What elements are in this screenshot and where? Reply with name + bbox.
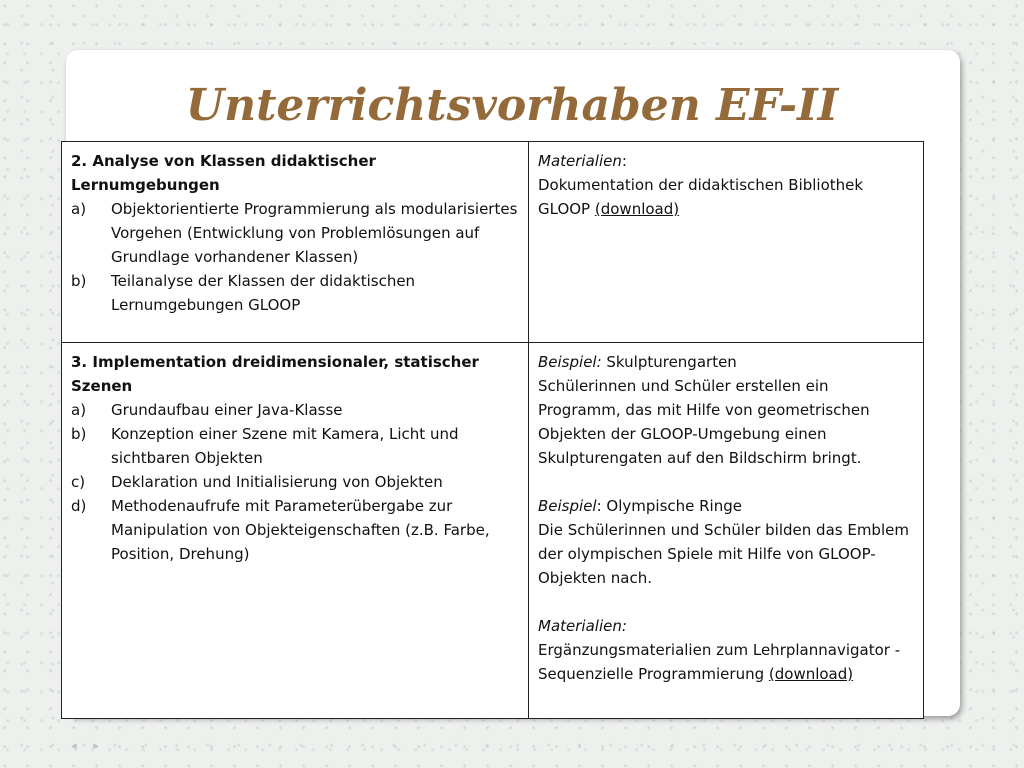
list-item [71,422,520,470]
example-title: Skulpturengarten [601,353,737,371]
spacer [538,590,915,614]
slide-navigation [66,740,104,752]
materials-description [538,173,915,221]
section-heading: 2. Analyse von Klassen didaktischer Lernumgebungen [71,152,376,194]
materials-cell-analysis [529,142,924,343]
example-description: Die Schülerinnen und Schüler bilden das Emblem der olympischen Spiele mit Hilfe von GLOOP-Objekten nach. [538,521,909,587]
topic-list [71,398,520,566]
materials-label: Materialien [538,152,622,170]
example-heading [538,494,915,518]
list-item [71,494,520,566]
materials-heading [538,149,915,173]
materials-cell-implementation [529,343,924,719]
example-label: Beispiel [538,497,597,515]
previous-slide-icon[interactable]: ◂ [71,739,77,752]
list-item-text: Methodenaufrufe mit Parameterübergabe zur Manipulation von Objekteigenschaften (z.B. Farbe, Position, Drehung) [111,497,490,563]
example-label: Beispiel: [538,353,602,371]
list-item [71,197,520,269]
topic-cell-analysis [62,142,529,343]
materials-colon: : [621,152,627,170]
materials-text: Ergänzungsmaterialien zum Lehrplannavigator - Sequenzielle Programmierung [538,641,901,683]
content-table [61,141,924,719]
list-item [71,269,520,317]
download-link[interactable]: (download) [768,665,854,683]
table-row [62,343,924,719]
list-item [71,398,520,422]
list-marker: a) [71,200,87,218]
materials-label: Materialien: [538,617,627,635]
list-item-text: Objektorientierte Programmierung als modularisiertes Vorgehen (Entwicklung von Problemlösungen auf Grundlage vorhandener Klassen) [111,200,518,266]
next-slide-icon[interactable]: ▸ [93,739,99,752]
list-marker: b) [71,272,87,290]
list-item-text: Grundaufbau einer Java-Klasse [111,401,343,419]
materials-text: Dokumentation der didaktischen Bibliothek GLOOP [538,176,864,218]
section-heading: 3. Implementation dreidimensionaler, statischer Szenen [71,353,479,395]
example-description: Schülerinnen und Schüler erstellen ein Programm, das mit Hilfe von geometrischen Objekten der GLOOP-Umgebung einen Skulpturengaten auf den Bildschirm bringt. [538,377,870,467]
list-item-text: Konzeption einer Szene mit Kamera, Licht und sichtbaren Objekten [111,425,459,467]
example-heading [538,350,915,374]
table-row [62,142,924,343]
spacer [538,470,915,494]
slide-title: Unterrichtsvorhaben EF-II [185,80,839,131]
download-link[interactable]: (download) [594,200,680,218]
list-item-text: Deklaration und Initialisierung von Objekten [111,473,443,491]
list-marker: b) [71,425,87,443]
list-marker: a) [71,401,87,419]
list-marker: d) [71,497,87,515]
example-title: : Olympische Ringe [596,497,742,515]
list-item-text: Teilanalyse der Klassen der didaktischen Lernumgebungen GLOOP [111,272,416,314]
list-item [71,470,520,494]
topic-cell-implementation [62,343,529,719]
topic-list [71,197,520,317]
list-marker: c) [71,473,86,491]
materials-description [538,638,915,686]
